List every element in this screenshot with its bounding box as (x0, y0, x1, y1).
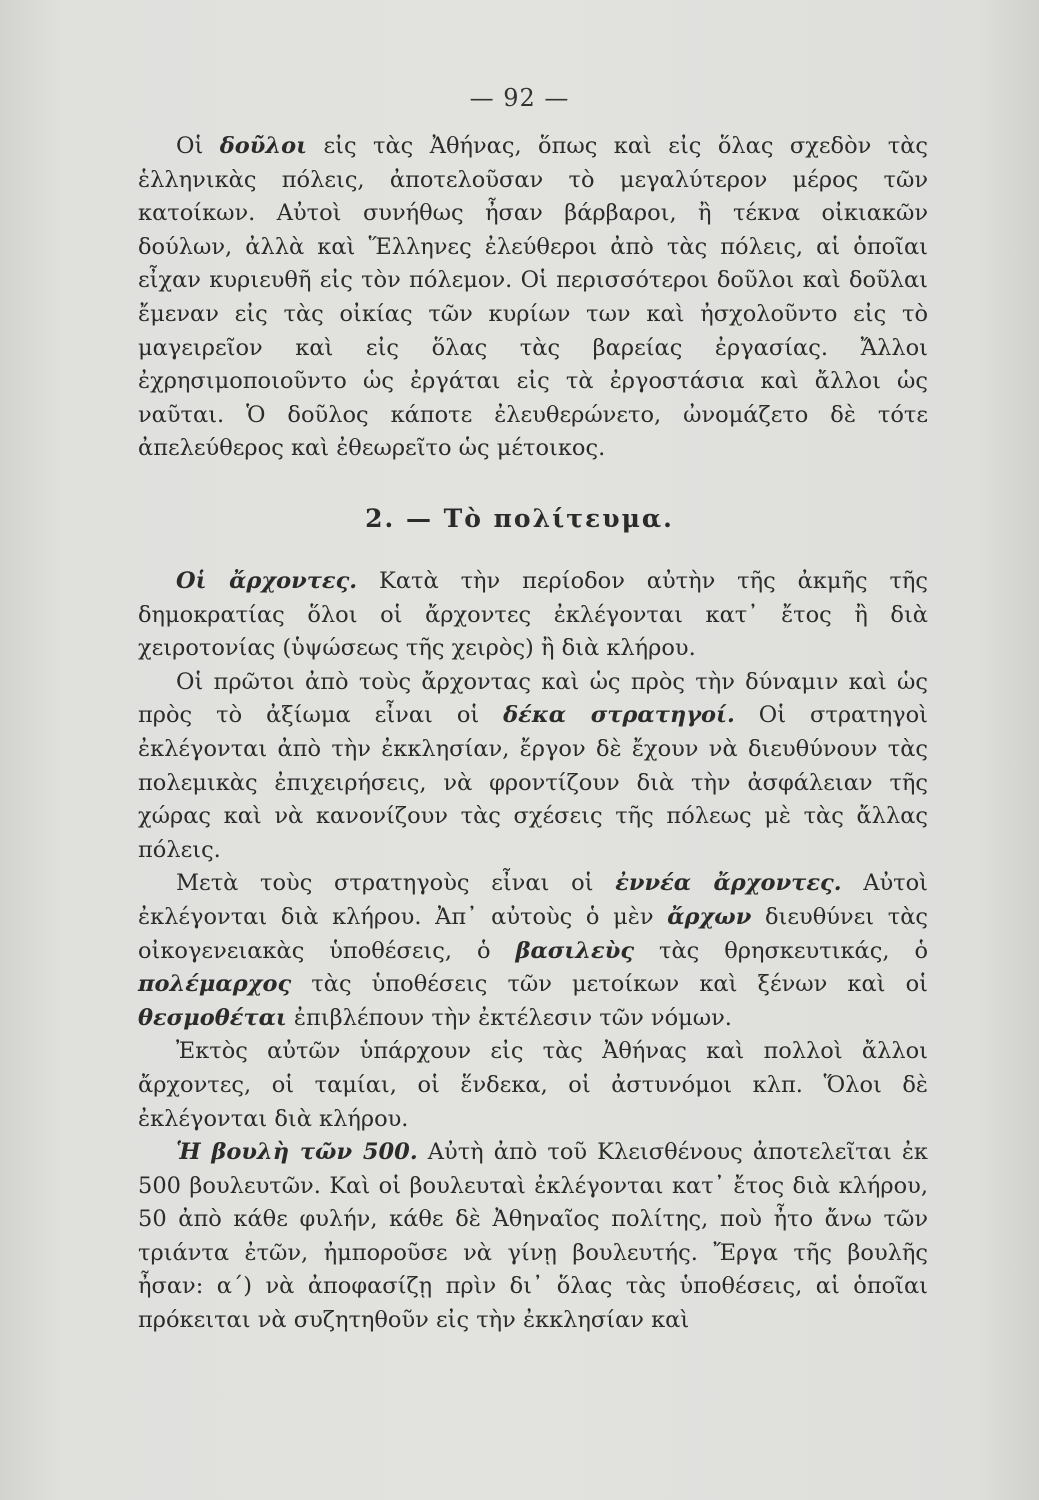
paragraph-other-archons: Ἐκτὸς αὐτῶν ὑπάρχουν εἰς τὰς Ἀθήνας καὶ πολλοὶ ἄλλοι ἄρχοντες, οἱ ταμίαι, οἱ ἕνδεκα, οἱ ἀστυνόμοι κλπ. Ὅλοι δὲ ἐκλέγονται διὰ κλήρου. (138, 1038, 928, 1132)
paragraph-slaves (138, 130, 928, 466)
term-basileus: βασιλεὺς (515, 937, 635, 964)
polity-section (138, 565, 928, 1338)
term-nine-archons: ἐννέα ἄρχοντες. (615, 870, 842, 897)
paragraph-council-body: Αὐτὴ ἀπὸ τοῦ Κλεισθένους ἀποτελεῖται ἐκ 500 βουλευτῶν. Καὶ οἱ βουλευταὶ ἐκλέγονται κατ᾽ ἔτος διὰ κλήρου, 50 ἀπὸ κάθε φυλήν, κάθε δὲ Ἀθηναῖος πολίτης, ποὺ ἦτο ἄνω τῶν τριάντα ἐτῶν, ἠμποροῦσε νὰ γίνῃ βουλευτής. Ἔργα τῆς βουλῆς ἦσαν: α΄) νὰ ἀποφασίζῃ πρὶν δι᾽ ὅλας τὰς ὑποθέσεις, αἱ ὁποῖαι πρόκειται νὰ συζητηθοῦν εἰς τὴν ἐκκλησίαν καὶ (138, 1139, 928, 1334)
generals-text-2: Οἱ στρατηγοὶ ἐκλέγονται ἀπὸ τὴν ἐκκλησίαν, ἔργον δὲ ἔχουν νὰ διευθύνουν τὰς πολεμικὰς ἐπιχειρήσεις, νὰ φροντίζουν διὰ τὴν ἀσφάλειαν τῆς χώρας καὶ νὰ κανονίζουν τὰς σχέσεις τῆς πόλεως μὲ τὰς ἄλλας πόλεις. (138, 702, 928, 863)
term-archons: Οἱ ἄρχοντες. (176, 568, 358, 594)
nine-text-3: διευθύνει τὰς οἰκογενειακὰς ὑποθέσεις, ὁ (138, 903, 928, 964)
paragraph-slaves-body: εἰς τὰς Ἀθήνας, ὅπως καὶ εἰς ὅλας σχεδὸν τὰς ἑλληνικὰς πόλεις, ἀποτελοῦσαν τὸ μεγαλύτερον μέρος τῶν κατοίκων. Αὐτοὶ συνήθως ἦσαν βάρβαροι, ἢ τέκνα οἰκιακῶν δούλων, ἀλλὰ καὶ Ἕλληνες ἐλεύθεροι ἀπὸ τὰς πόλεις, αἱ ὁποῖαι εἶχαν κυριευθῆ εἰς τὸν πόλεμον. Οἱ περισσότεροι δοῦλοι καὶ δοῦλαι ἔμεναν εἰς τὰς οἰκίας τῶν κυρίων των καὶ ἠσχολοῦντο εἰς τὸ μαγειρεῖον καὶ εἰς ὅλας τὰς βαρείας ἐργασίας. Ἄλλοι ἐχρησιμοποιοῦντο ὡς ἐργάται εἰς τὰ ἐργοστάσια καὶ ἄλλοι ὡς ναῦται. Ὁ δοῦλος κάποτε ἐλευθερώνετο, ὠνομάζετο δὲ τότε ἀπελεύθερος καὶ ἐθεωρεῖτο ὡς μέτοικος. (138, 133, 928, 462)
lead-word: Οἱ (176, 133, 204, 159)
term-ten-generals: δέκα στρατηγοί. (503, 702, 735, 729)
slaves-section (138, 130, 928, 466)
section-heading: 2. — Τὸ πολίτευμα. (365, 504, 674, 533)
term-thesmothetai: θεσμοθέται (138, 1004, 287, 1031)
term-polemarch: πολέμαρχος (138, 971, 292, 998)
nine-text-1: Μετὰ τοὺς στρατηγοὺς εἶναι οἱ (176, 870, 616, 897)
paragraph-council (138, 1136, 928, 1338)
nine-text-5: τὰς ὑποθέσεις τῶν μετοίκων καὶ ξένων καὶ οἱ (291, 971, 928, 998)
nine-text-4: τὰς θρησκευτικάς, ὁ (634, 937, 928, 964)
generals-text-1: Οἱ πρῶτοι ἀπὸ τοὺς ἄρχοντας καὶ ὡς πρὸς τὴν δύναμιν καὶ ὡς πρὸς τὸ ἀξίωμα εἶναι οἱ (138, 668, 928, 729)
paragraph-nine-archons (138, 867, 928, 1035)
nine-text-6: ἐπιβλέπουν τὴν ἐκτέλεσιν τῶν νόμων. (286, 1004, 732, 1031)
paragraph-archons (138, 565, 928, 666)
paragraph-archons-body: Κατὰ τὴν περίοδον αὐτὴν τῆς ἀκμῆς τῆς δημοκρατίας ὅλοι οἱ ἄρχοντες ἐκλέγονται κατ᾽ ἔτος ἢ διὰ χειροτονίας (ὑψώσεως τῆς χειρὸς) ἢ διὰ κλήρου. (138, 568, 928, 662)
nine-text-2: Αὐτοὶ ἐκλέγονται διὰ κλήρου. Ἀπ᾽ αὐτοὺς ὁ μὲν (138, 870, 928, 930)
page-number: — 92 — (469, 84, 570, 112)
term-slaves: δοῦλοι (219, 133, 308, 159)
paragraph-generals (138, 666, 928, 868)
term-archon: ἄρχων (667, 903, 752, 930)
term-council: Ἡ βουλὴ τῶν 500. (176, 1139, 418, 1166)
